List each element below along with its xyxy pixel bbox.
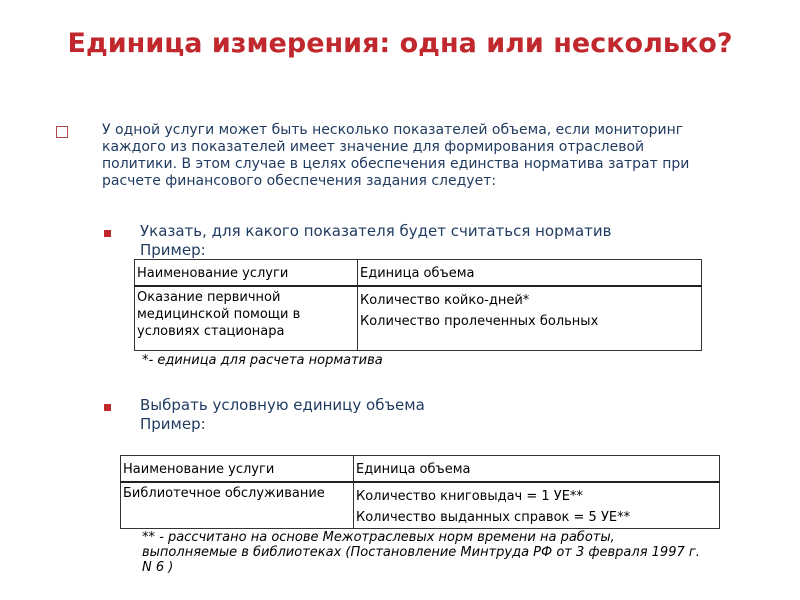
table-header-row (121, 456, 720, 483)
unit-line: Количество выданных справок = 5 УЕ** (356, 510, 631, 525)
table-cell-service: Библиотечное обслуживание (121, 482, 354, 529)
table-row (121, 482, 720, 529)
hollow-square-bullet-icon (56, 126, 68, 138)
unit-line: Количество пролеченных больных (360, 314, 599, 329)
intro-paragraph: У одной услуги может быть несколько показателей объема, если мониторинг каждого из показателей имеет значение для формирования отраслевой политики. В этом случае в целях обеспечения единства норматива затрат при расчете финансового обеспечения задания следует: (102, 122, 690, 189)
option1-table (134, 259, 702, 351)
table-header-service: Наименование услуги (135, 260, 358, 287)
table-row (135, 286, 702, 350)
table-header-unit: Единица объема (354, 456, 720, 483)
table-header-unit: Единица объема (358, 260, 702, 287)
table-cell-units (358, 286, 702, 350)
unit-line: Количество койко-дней* (360, 293, 530, 308)
option1-footnote: *- единица для расчета норматива (142, 353, 383, 368)
option2-example-label: Пример: (140, 415, 206, 433)
option2-footnote: ** - рассчитано на основе Межотраслевых норм времени на работы, выполняемые в библиотеках (Постановление Минтруда РФ от 3 февраля 1997 г. N 6 ) (142, 530, 700, 575)
option1-example-label: Пример: (140, 241, 206, 259)
table-header-row (135, 260, 702, 287)
table-header-service: Наименование услуги (121, 456, 354, 483)
option2-heading: Выбрать условную единицу объема (140, 396, 425, 414)
table-cell-units (354, 482, 720, 529)
option2-table (120, 455, 720, 529)
red-square-bullet-icon (104, 404, 111, 411)
slide-title: Единица измерения: одна или несколько? (67, 28, 733, 59)
table-cell-service: Оказание первичной медицинской помощи в условиях стационара (135, 286, 358, 350)
option1-heading: Указать, для какого показателя будет считаться норматив (140, 222, 612, 240)
unit-line: Количество книговыдач = 1 УЕ** (356, 489, 583, 504)
red-square-bullet-icon (104, 230, 111, 237)
